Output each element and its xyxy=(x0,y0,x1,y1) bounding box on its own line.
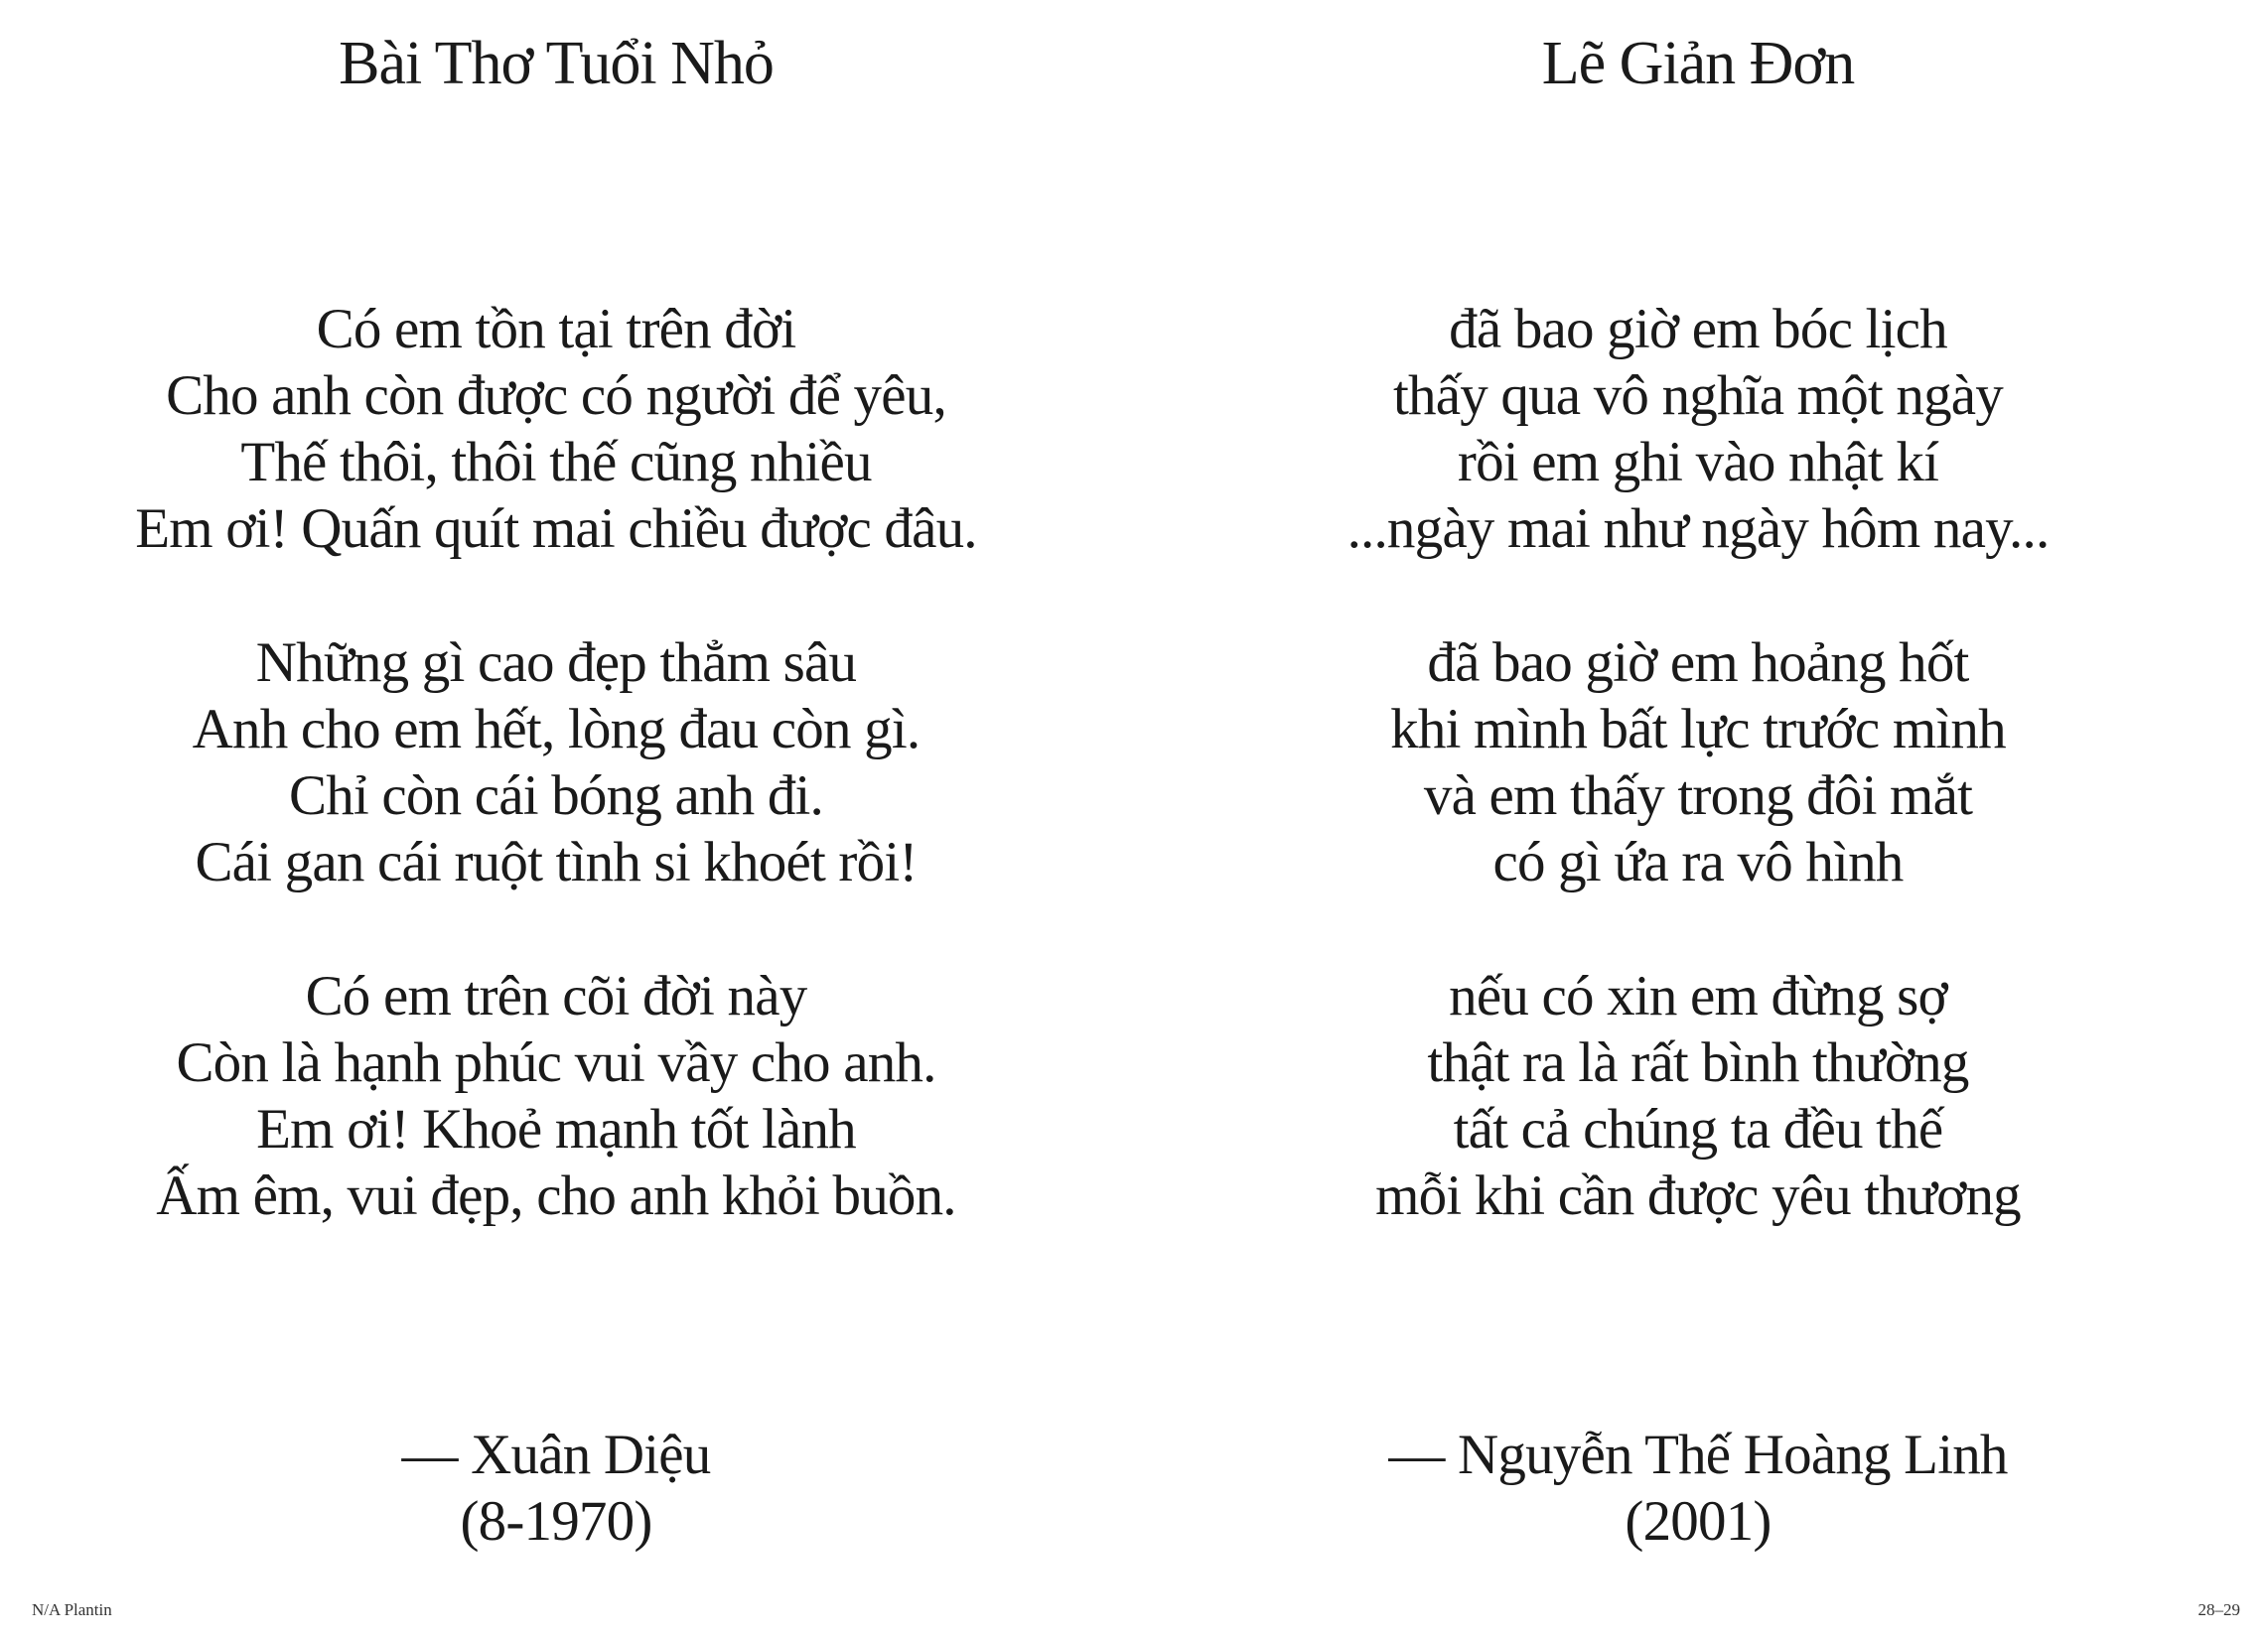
footer-font-name: N/A Plantin xyxy=(32,1600,112,1619)
left-stanza-3 xyxy=(0,963,1112,1229)
left-date: (8-1970) xyxy=(460,1490,652,1553)
verse-line: đã bao giờ em bóc lịch xyxy=(1449,298,1947,360)
left-attribution xyxy=(0,1422,1112,1555)
right-poem-title: Lẽ Giản Đơn xyxy=(1541,30,1855,97)
verse-line: Cái gan cái ruột tình si khoét rồi! xyxy=(195,831,918,893)
right-stanza-1 xyxy=(1142,296,2254,562)
left-poem-body xyxy=(0,296,1112,1297)
right-stanza-3 xyxy=(1142,963,2254,1229)
verse-line: và em thấy trong đôi mắt xyxy=(1423,764,1973,827)
right-page xyxy=(1134,0,2268,1642)
left-stanza-1 xyxy=(0,296,1112,562)
footer-page-numbers: 28–29 xyxy=(2197,1600,2240,1619)
left-stanza-2 xyxy=(0,629,1112,895)
right-column xyxy=(1142,0,2254,1642)
left-author: — Xuân Diệu xyxy=(401,1424,711,1486)
verse-line: Còn là hạnh phúc vui vầy cho anh. xyxy=(176,1031,936,1094)
right-stanza-2 xyxy=(1142,629,2254,895)
verse-line: Em ơi! Quấn quít mai chiều được đâu. xyxy=(135,497,977,560)
verse-line: Chỉ còn cái bóng anh đi. xyxy=(288,764,824,827)
verse-line: Cho anh còn được có người để yêu, xyxy=(166,364,946,427)
right-author: — Nguyễn Thế Hoàng Linh xyxy=(1388,1424,2008,1486)
right-date: (2001) xyxy=(1625,1490,1772,1553)
verse-line: ...ngày mai như ngày hôm nay... xyxy=(1347,497,2050,560)
left-poem-title: Bài Thơ Tuổi Nhỏ xyxy=(339,30,774,97)
verse-line: Anh cho em hết, lòng đau còn gì. xyxy=(192,698,921,760)
verse-line: Có em trên cõi đời này xyxy=(305,965,807,1027)
verse-line: thấy qua vô nghĩa một ngày xyxy=(1393,364,2003,427)
verse-line: khi mình bất lực trước mình xyxy=(1390,698,2006,760)
verse-line: mỗi khi cần được yêu thương xyxy=(1375,1164,2021,1227)
left-column xyxy=(0,0,1112,1642)
verse-line: rồi em ghi vào nhật kí xyxy=(1457,431,1939,493)
verse-line: có gì ứa ra vô hình xyxy=(1492,831,1904,893)
verse-line: nếu có xin em đừng sợ xyxy=(1449,965,1947,1027)
right-attribution xyxy=(1142,1422,2254,1555)
verse-line: Ấm êm, vui đẹp, cho anh khỏi buồn. xyxy=(156,1164,956,1227)
right-poem-body xyxy=(1142,296,2254,1297)
verse-line: thật ra là rất bình thường xyxy=(1427,1031,1969,1094)
verse-line: tất cả chúng ta đều thế xyxy=(1453,1098,1943,1161)
verse-line: Những gì cao đẹp thẳm sâu xyxy=(255,631,857,694)
verse-line: đã bao giờ em hoảng hốt xyxy=(1427,631,1969,694)
verse-line: Có em tồn tại trên đời xyxy=(316,298,796,360)
verse-line: Em ơi! Khoẻ mạnh tốt lành xyxy=(256,1098,856,1161)
verse-line: Thế thôi, thôi thế cũng nhiều xyxy=(240,431,872,493)
